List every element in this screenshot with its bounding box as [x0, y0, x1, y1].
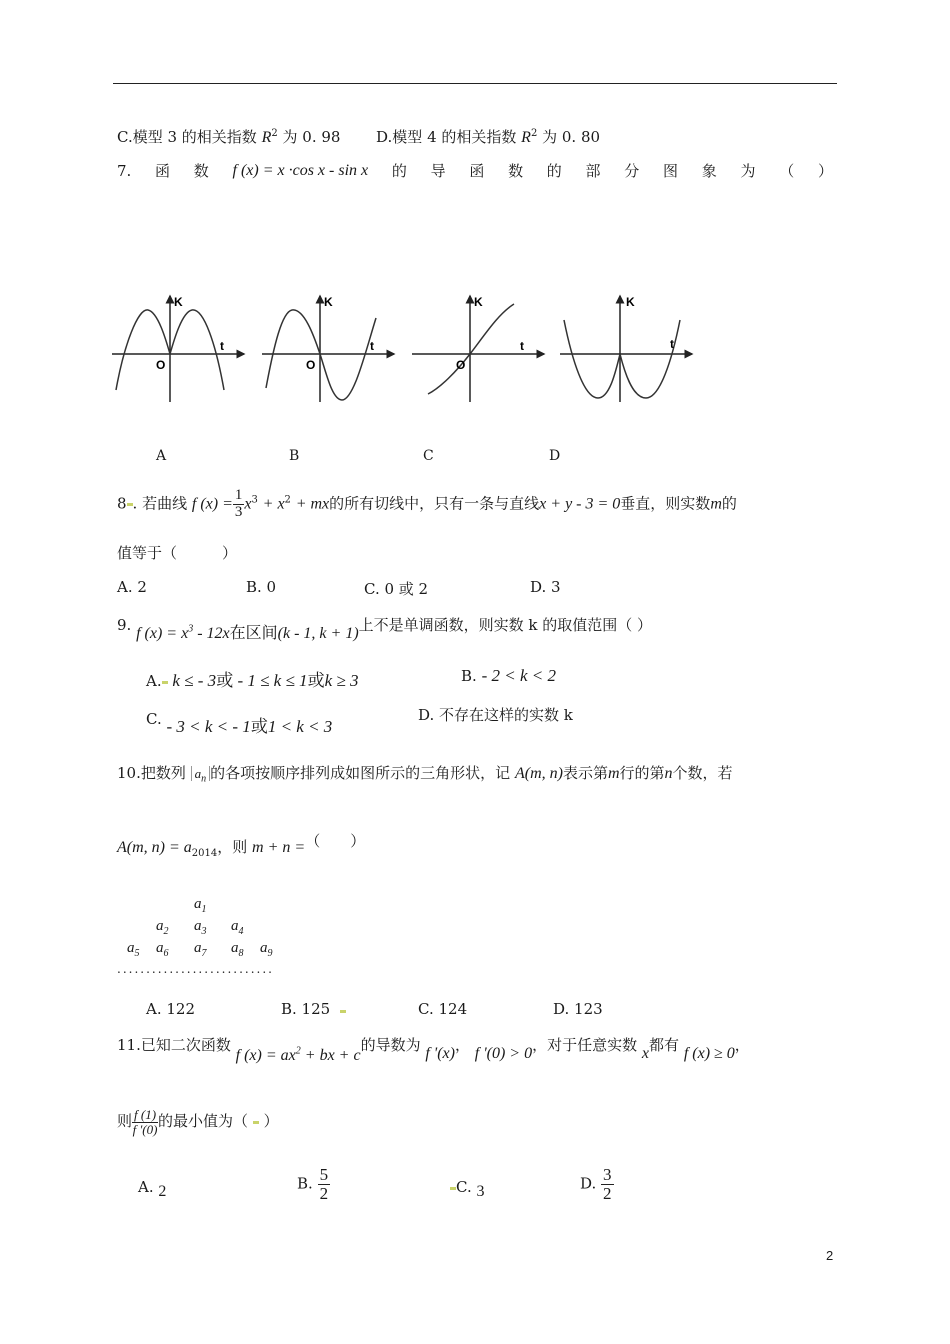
q8-option-a: A. 2	[117, 578, 147, 596]
graph-label-c: C	[423, 448, 434, 464]
graph-label-b: B	[289, 448, 300, 464]
margin-mark	[162, 681, 168, 684]
graph-label-d: D	[549, 448, 561, 464]
q9-option-d: D. 不存在这样的实数 k	[418, 706, 573, 724]
svg-text:t: t	[370, 339, 374, 353]
svg-text:O: O	[156, 358, 166, 372]
svg-text:K: K	[474, 295, 483, 309]
margin-mark	[253, 1121, 259, 1124]
q10-option-d: D. 123	[553, 1000, 603, 1018]
q10-option-c: C. 124	[418, 1000, 468, 1018]
svg-text:O: O	[306, 358, 316, 372]
graph-c	[412, 290, 550, 405]
q7-question: 7. 函 数 f (x) = x ·cos x - sin x 的 导 函 数 的 部 分 图 象 为 （ ）	[117, 161, 833, 180]
q8-question-cont: 值等于（ ）	[117, 544, 238, 562]
svg-text:K: K	[626, 295, 635, 309]
page-number: 2	[826, 1248, 834, 1263]
q7-formula: f (x) = x ·cos x - sin x	[232, 161, 369, 179]
q10-condition: A(m, $n) = a_{2014}$，则 m + n =（ ）	[117, 832, 366, 859]
q10-option-b: B. 125	[281, 1000, 331, 1018]
svg-text:K: K	[324, 295, 333, 309]
q11-option-a: A. 2	[138, 1178, 167, 1200]
svg-text:K: K	[174, 295, 183, 309]
q11-option-d: D. $\frac{3}{2}$	[580, 1165, 612, 1203]
q8-option-d: D. 3	[530, 578, 561, 596]
q11-question: 11.已知二次函数 f $(x) = ax^2$ + bx + c的导数为 f '(x)， f '(0) > 0，对于任意实数 x都有 f (x) ≥ 0，	[117, 1036, 750, 1064]
q9-option-a: A. k ≤ - 3或 - 1 ≤ k ≤ 1或k ≥ 3	[146, 671, 359, 690]
q6-options-line: C.模型 3 的相关指数 $R^2$ 为 0. 98 D.模型 4 的相关指数 $R^2$ 为 0. 80	[117, 128, 601, 146]
graph-b	[262, 290, 400, 405]
svg-text:t: t	[670, 337, 674, 351]
q11-option-c: C. 3	[450, 1178, 485, 1197]
q9-question: 9. f $(x) = x^3 - 12x$在区间(k - 1, k + 1)上不是单调函数，则实数 k 的取值范围（ ）	[117, 616, 653, 642]
q9-option-b: B. - 2 < k < 2	[461, 666, 556, 685]
q10-question: 10.把数列 $a_n$ 的各项按顺序排列成如图所示的三角形状，记 A(m, n)表示第m行的第n个数，若	[117, 764, 733, 785]
graph-d	[560, 290, 698, 405]
svg-text:t: t	[520, 339, 524, 353]
svg-text:O: O	[456, 358, 466, 372]
q8-option-c: C. 0 或 2	[364, 580, 429, 598]
graph-a	[112, 290, 250, 405]
graph-label-a: A	[156, 448, 167, 464]
q11-option-b: B. $\frac{5}{2}$	[297, 1165, 329, 1203]
header-rule	[113, 83, 837, 84]
q11-question-cont: 则 $\frac{f (1)}{f '(0)}$ 的最小值为（ ）	[117, 1107, 279, 1137]
q8-question: 8 . 若曲线 f (x) = $\frac{1}{3}$ $x^3 + x^2$ + mx的所有切线中，只有一条与直线x + y - 3 = 0垂直，则实数m的	[117, 487, 737, 520]
svg-text:t: t	[220, 339, 224, 353]
q8-option-b: B. 0	[246, 578, 277, 596]
q10-option-a: A. 122	[146, 1000, 195, 1018]
margin-mark	[340, 1010, 346, 1013]
q9-option-c: C. - 3 < k < - 1或1 < k < 3	[146, 710, 333, 736]
q10-triangle-dots: ...........................	[117, 962, 274, 976]
